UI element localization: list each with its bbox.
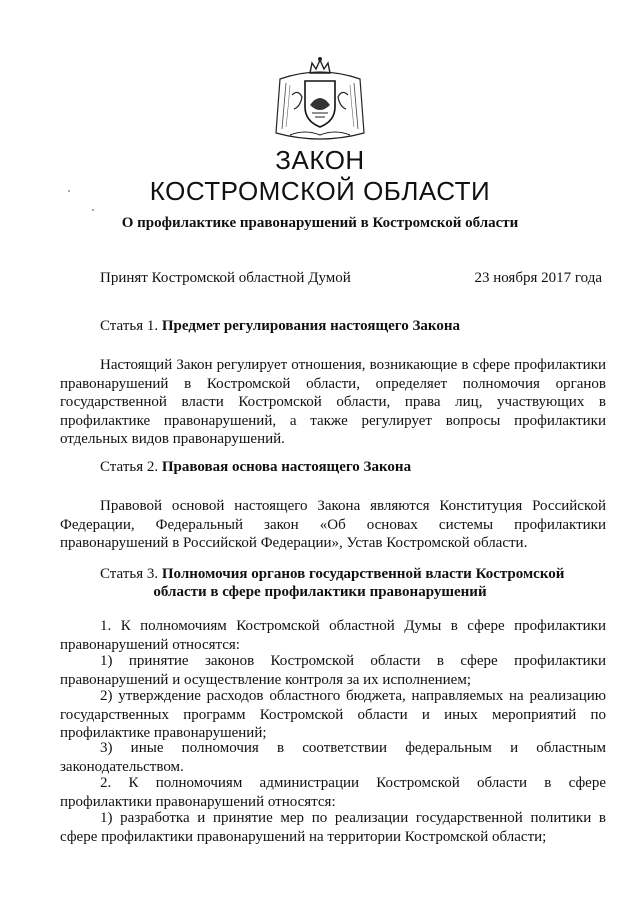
scan-speck <box>92 209 94 211</box>
article-3-item-2-1: 1) разработка и принятие мер по реализации государственной политики в сфере профилактики правонарушений на территории Костромской области; <box>60 810 606 845</box>
article-3-item-3: 3) иные полномочия в соответствии федеральным и областным законодательством. <box>60 740 606 775</box>
adopted-date: 23 ноября 2017 года <box>474 270 602 286</box>
article-3-item-1: 1) принятие законов Костромской области в сфере профилактики правонарушений и осуществление контроля за их исполнением; <box>60 653 606 688</box>
law-title-line1: ЗАКОН <box>275 145 365 175</box>
law-title-line2: КОСТРОМСКОЙ ОБЛАСТИ <box>149 176 491 206</box>
article-1-paragraph: Настоящий Закон регулирует отношения, возникающие в сфере профилактики правонарушений в Костромской области, определяет полномочия органов государственной власти Костромской области, права лиц, участвующих в профилактике правонарушений, а также регулирует вопросы профилактики отдельных видов правонарушений. <box>60 357 606 447</box>
article-3-title-line2: области в сфере профилактики правонарушений <box>153 584 487 600</box>
coat-of-arms-emblem <box>260 55 380 145</box>
article-1-title: Предмет регулирования настоящего Закона <box>161 318 460 334</box>
article-3-heading <box>100 565 564 584</box>
adopted-by: Принят Костромской областной Думой <box>100 270 351 286</box>
article-3-title-line1: Полномочия органов государственной власти Костромской <box>161 566 565 582</box>
scan-speck <box>68 190 70 192</box>
article-2-heading <box>100 458 411 477</box>
article-3-number: Статья 3. <box>100 566 159 582</box>
article-3-paragraph-1: 1. К полномочиям Костромской областной Думы в сфере профилактики правонарушений относятся: <box>60 618 606 653</box>
article-3-paragraph-2: 2. К полномочиям администрации Костромской области в сфере профилактики правонарушений относятся: <box>60 775 606 810</box>
article-1-number: Статья 1. <box>100 318 159 334</box>
article-2-title: Правовая основа настоящего Закона <box>161 459 412 475</box>
document-subtitle: О профилактике правонарушений в Костромской области <box>121 215 519 231</box>
article-1-heading <box>100 317 460 336</box>
article-3-heading-line2 <box>0 583 640 602</box>
article-3-item-2: 2) утверждение расходов областного бюджета, направляемых на реализацию государственных программ Костромской области и иных мероприятий по профилактике правонарушений; <box>60 688 606 741</box>
article-2-paragraph: Правовой основой настоящего Закона являются Конституция Российской Федерации, Федеральный закон «Об основах системы профилактики правонарушений в Российской Федерации», Устав Костромской области. <box>60 498 606 551</box>
article-2-number: Статья 2. <box>100 459 159 475</box>
